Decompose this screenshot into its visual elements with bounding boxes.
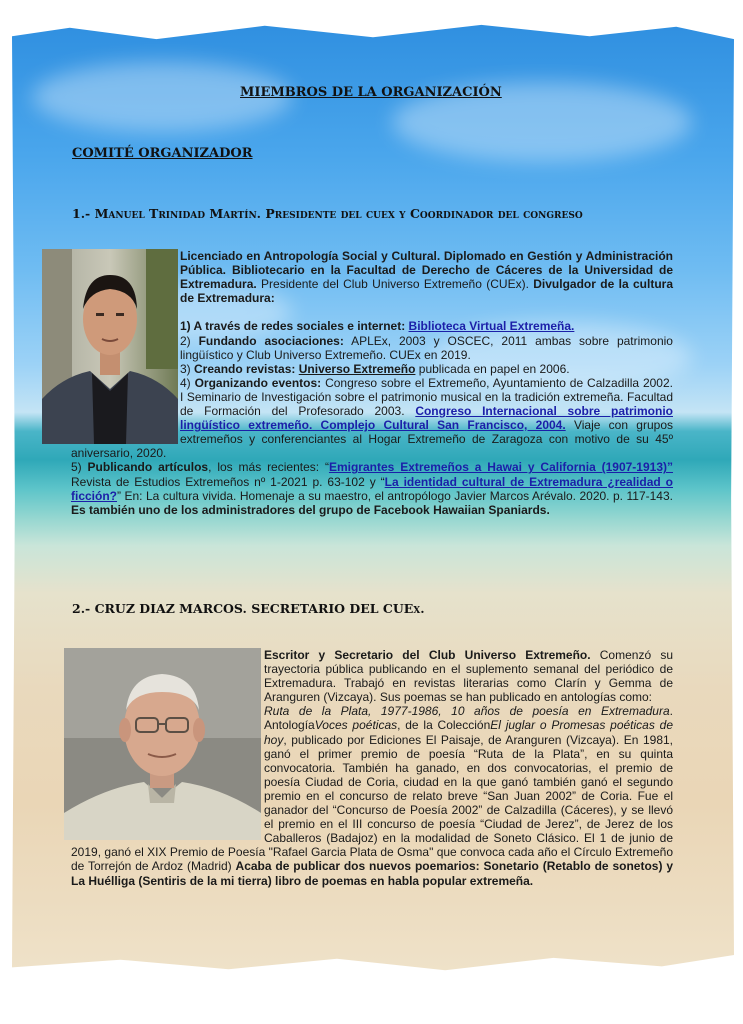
member1-title: 1.- Manuel Trinidad Martín. Presidente del cuex y Coordinador del congreso (72, 206, 583, 221)
member2-text4: , publicado por Ediciones El Paisaje, de Aranguren (Vizcaya). En 1981, ganó el primer premio de poesía “Ruta de la Plata”, en su quinta convocatoria. También ha ganado, en dos convocatorias, el premio de poesía Ciudad de Coria, ciudad en la que ganó también ganó el segundo premio en el concurso de relato breve “San Juan 2002” de Coria. Fue el ganador del “Concurso de Poesía 2002” de Calzadilla (Cáceres), y se llevó el premio en el III concurso de poesía “Ciudad de Jerez”, de Jerez de los Caballeros (Badajoz) en la modalidad de Soneto Clásico. El 1 de junio de 2019, ganó el XIX Premio de Poesía "Rafael Garcia Plata de Osma" que convoca cada año el Círculo Extremeño de Torrejón de Ardoz (Madrid) (71, 732, 673, 874)
member1-intro-bold: Divulgador de la cultura de Extremadura: (180, 277, 673, 306)
member2-text3: , de la Colección (397, 718, 491, 733)
item5-text: , los más recientes: “ (208, 460, 329, 475)
item5-number: 5) (71, 460, 88, 475)
item4-lead: Organizando eventos: (194, 375, 322, 390)
hawaiian-spaniards: Hawaiian Spaniards. (433, 502, 550, 517)
item4-text: Congreso sobre el Extremeño, Ayuntamiento de Calzadilla 2002. I Seminario de Investigación sobre el patrimonio musical en la tradición extremeña. Facultad de Formación del Profesorado 2003. (180, 375, 673, 419)
member2-text2: . Antología (264, 704, 673, 733)
item2-text: APLEx, 2003 y OSCEC, 2011 ambas sobre patrimonio lingüístico y Club Universo Extremeño. CUEx en 2019. (180, 333, 673, 362)
item5-lead: Publicando artículos (87, 460, 209, 475)
item5-bold: Es también uno de los administradores del grupo de Facebook (71, 502, 434, 517)
member2-title: 2.- CRUZ DIAZ MARCOS. SECRETARIO DEL CUEx. (72, 601, 425, 616)
item5-text3: ” En: La cultura vivida. Homenaje a su maestro, el antropólogo Javier Marcos Arévalo. 2020. p. 117-143. (117, 488, 673, 503)
emigrantes-link[interactable]: Emigrantes Extremeños a Hawai y California (1907-1913)” (328, 460, 673, 475)
member2-lead: Escritor y Secretario del Club Universo Extremeño. (264, 648, 591, 662)
item1-lead: 1) A través de redes sociales e internet: (180, 319, 409, 334)
member1-intro-rest: Presidente del Club Universo Extremeño (CUEx). (256, 277, 534, 292)
member2-italic2: Voces poéticas (314, 718, 398, 733)
member2-italic1: Ruta de la Plata, 1977-1986, 10 años de poesía en Extremadura (264, 704, 670, 719)
item2-number: 2) (180, 333, 199, 348)
member1-intro: Licenciado en Antropología Social y Cultural. Diplomado en Gestión y Administración Pública. Bibliotecario en la Facultad de Derecho de Cáceres de la Universidad de Extremadura. (180, 249, 673, 292)
item2-lead: Fundando asociaciones: (198, 333, 344, 348)
item3-number: 3) (180, 361, 195, 376)
member2-italic3: El juglar o Promesas poéticas de hoy (264, 718, 674, 747)
member2-text1: Comenzó su trayectoria pública publicando en el suplemento semanal del periódico de Extremadura. Trabajó en revistas literarias como Clarín y Gemma de Aranguren (Vizcaya). Sus poemas se han publicado en antologías como: (264, 648, 673, 705)
item3-text: publicada en papel en 2006. (415, 361, 570, 376)
congreso-link[interactable]: Congreso Internacional sobre patrimonio lingüístico extremeño. Complejo Cultural San Francisco, 2004. (180, 404, 673, 433)
identidad-cultural-link[interactable]: La identidad cultural de Extremadura ¿realidad o ficción? (71, 474, 673, 503)
page-title: MIEMBROS DE LA ORGANIZACIÓN (240, 85, 502, 100)
biblioteca-virtual-link[interactable]: Biblioteca Virtual Extremeña. (408, 319, 575, 334)
member2-bold-end: Acaba de publicar dos nuevos poemarios: Sonetario (Retablo de sonetos) y La Huélliga (Sentiris de la mi tierra) libro de poemas en habla popular extremeña. (71, 859, 673, 888)
item4-number: 4) (180, 375, 195, 390)
member1-bio (71, 249, 673, 517)
section-heading: COMITÉ ORGANIZADOR (72, 146, 253, 161)
item4-text2: Viaje con grupos extremeños y conferenciantes al Hogar Extremeño de Zaragoza con motivo de su 45º aniversario, 2020. (71, 418, 673, 461)
item5-text2: Revista de Estudios Extremeños nº 1-2021 p. 63-102 y “ (71, 474, 385, 489)
universo-extremeno-link[interactable]: Universo Extremeño (298, 361, 416, 376)
item3-lead: Creando revistas: (194, 361, 296, 376)
member2-bio (71, 648, 673, 888)
